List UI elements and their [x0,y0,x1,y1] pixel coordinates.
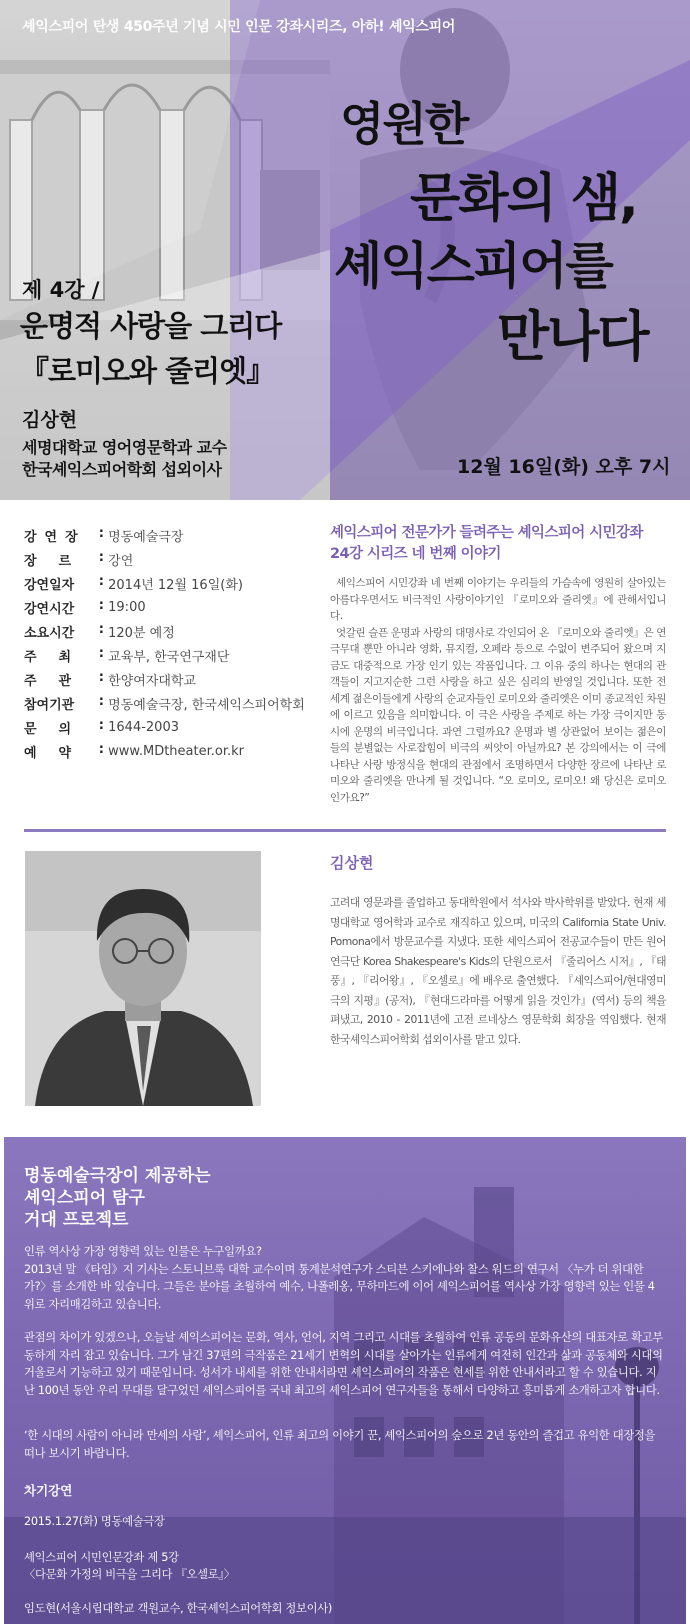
info-value: 1644-2003 [108,719,179,735]
reservation-link[interactable]: www.MDtheater.or.kr [108,743,244,759]
info-key: 강연시간 [24,601,75,617]
intro-heading-line-2: 24강 시리즈 네 번째 이야기 [330,546,501,562]
next-lecture-series: 셰익스피어 시민인문강좌 제 5강 [24,1551,179,1564]
intro-paragraph: 엇갈린 슬픈 운명과 사랑의 대명사로 각인되어 온 『로미오와 줄리엣』은 연극무대 뿐만 아니라 영화, 뮤지컬, 오페라 등으로 수없이 변주되어 왔으며 지금도 대중적으로 가장 인기 있는 작품입니다. 그 이유 중의 하나는 현대의 관객들이 지고지순한 그런 사랑을 하고 싶은 심리의 반영일 것입니다. 또한 전 세계 젊은이들에게 사랑의 순교자들인 로미오와 줄리엣은 이미 종교적인 차원에 이르고 있음을 의미합니다. 이 극은 사랑을 주제로 하는 가장 극이지만 동시에 운명의 비극입니다. 과연 그럴까요? 운명과 별 상관없어 보이는 젊은이들의 분별없는 사로잡힘이 비극의 씨앗이 아닐까요? 본 강의에서는 이 극에 나타난 사랑 방정식을 현대의 관점에서 조명하면서 다양한 장르에 나타난 로미오와 줄리엣을 만나게 될 것입니다. “오 로미오, 로미오! 왜 당신은 로미오인가요?” [330,626,666,804]
info-row: 강연시간 : 19:00 [24,597,146,617]
speaker-photo [25,851,261,1106]
main-title-line-3: 셰익스피어를 [334,237,612,295]
info-row: 강연장 : 명동예술극장 [24,525,184,545]
intro-heading [330,523,666,565]
next-lecture-label: 차기강연 [24,1483,73,1498]
info-value: 120분 예정 [108,625,175,641]
bio-text: 고려대 영문과를 졸업하고 동대학원에서 석사와 박사학위를 받았다. 현재 세명대학교 영어학과 교수로 재직하고 있으며, 미국의 California State Univ. Pomona에서 방문교수를 지냈다. 또한 셰익스피어 전공교수들이 만든 원어연극단 Korea Shakespeare's Kids의 단원으로서 『줄리어스 시저』, 『태풍』, 『리어왕』, 『오셀로』에 배우로 출연했다. 『셰익스피어/현대영미극의 지평』(공저), 『현대드라마를 어떻게 읽을 것인가』(역서) 등의 책을 펴냈고, 2010 - 2011년에 고전 르네상스 영문학회 회장을 역임했다. 현재 한국셰익스피어학회 섭외이사를 맡고 있다. [330,896,666,1046]
lecture-work: 『로미오와 줄리엣』 [20,354,275,388]
project-paragraph-2: 관점의 차이가 있겠으나, 오늘날 셰익스피어는 문화, 역사, 언어, 지역 그리고 시대를 초월하여 인류 공동의 문화유산의 대표자로 확고부동하게 자리 잡고 있습니다. 그가 남긴 37편의 극작품은 21세기 변혁의 시대를 살아가는 인류에게 여전히 인간과 삶과 공동체와 시대의 거울로서 기능하고 있기 때문입니다. 성서가 내세를 위한 안내서라면 셰익스피어의 작품은 현세를 위한 안내서라고 할 수 있습니다. 지난 100년 동안 우리 무대를 달구었던 셰익스피어를 국내 최고의 셰익스피어 연구자들을 통해서 다양하고 흥미롭게 소개하고자 합니다. [24,1331,663,1397]
next-lecture-speaker: 임도현(서울시립대학교 객원교수, 한국셰익스피어학회 정보이사) [24,1602,332,1615]
info-key: 예약 [24,745,94,761]
info-row: 강연일자 : 2014년 12월 16일(화) [24,573,243,593]
main-title-line-1: 영원한 [340,97,468,151]
info-value: 교육부, 한국연구재단 [108,649,230,665]
series-title: 셰익스피어 탄생 450주년 기념 시민 인문 강좌시리즈, 아하! 셰익스피어 [22,19,456,35]
main-title-line-2: 문화의 샘, [410,169,637,229]
info-row: 주관 : 한양여자대학교 [24,669,197,689]
project-heading [24,1165,211,1231]
info-key: 소요시간 [24,625,75,641]
next-lecture-title: 〈다문화 가정의 비극을 그리다 『오셀로』〉 [24,1568,235,1581]
project-paragraph-1 [24,1243,664,1313]
project-heading-line: 거대 프로젝트 [24,1210,129,1230]
info-value: 19:00 [108,599,146,615]
intro-paragraph: 셰익스피어 시민강좌 네 번째 이야기는 우리들의 가슴속에 영원히 살아있는 아름다우면서도 비극적인 사랑이야기인 『로미오와 줄리엣』에 관해서입니다. [330,577,666,622]
info-row: 예약 : www.MDtheater.or.kr [24,741,244,761]
info-key: 참여기관 [24,697,75,713]
intro-heading-line-1: 셰익스피어 전문가가 들려주는 셰익스피어 시민강좌 [330,525,643,541]
intro-body [330,575,666,806]
section-divider [24,829,666,832]
speaker-name: 김상현 [22,409,78,431]
lecture-title: 운명적 사랑을 그리다 [20,309,282,343]
main-title-line-4: 만나다 [497,305,648,368]
bio-name: 김상현 [330,854,374,872]
lecture-number: 제 4강 / [22,278,100,302]
info-row: 소요시간 : 120분 예정 [24,621,175,641]
info-value: 한양여자대학교 [108,673,197,689]
speaker-role-1: 세명대학교 영어영문학과 교수 [22,438,227,457]
info-row: 문의 : 1644-2003 [24,717,179,737]
info-key: 문의 [24,721,94,737]
speaker-portrait-image [25,851,261,1106]
info-key: 주관 [24,673,94,689]
info-key: 강연장 [24,529,86,545]
info-key: 장르 [24,553,94,569]
project-section [4,1137,686,1624]
hero-banner [0,0,690,500]
info-row: 장르 : 강연 [24,549,134,569]
project-heading-line: 셰익스피어 탐구 [24,1188,145,1208]
project-paragraph-3: ‘한 시대의 사람이 아니라 만세의 사람’, 셰익스피어, 인류 최고의 이야기 꾼, 셰익스피어의 숲으로 2년 동안의 즐겁고 유익한 대장정을 떠나 보시기 바랍니다. [24,1429,656,1460]
info-value: 2014년 12월 16일(화) [108,577,243,593]
info-row: 주최 : 교육부, 한국연구재단 [24,645,230,665]
next-lecture-date: 2015.1.27(화) 명동예술극장 [24,1515,165,1528]
info-value: 명동예술극장, 한국셰익스피어학회 [108,697,305,713]
speaker-role-2: 한국셰익스피어학회 섭외이사 [22,460,222,479]
info-key: 주최 [24,649,94,665]
event-info-table [24,523,314,763]
project-line: 2013년 말 《타임》지 기사는 스토니브룩 대학 교수이며 통계분석연구가 스티븐 스키에나와 찰스 워드의 연구서 〈누가 더 위대한가?〉를 소개한 바 있습니다. 그들은 분야를 초월하여 예수, 나폴레옹, 무하마드에 이어 셰익스피어를 역사상 가장 영향력 있는 인물 4위로 자리매김하고 있습니다. [24,1262,655,1311]
project-heading-line: 명동예술극장이 제공하는 [24,1166,211,1186]
info-value: 명동예술극장 [108,529,184,545]
info-value: 강연 [108,553,134,569]
event-date: 12월 16일(화) 오후 7시 [457,456,671,478]
info-row: 참여기관 : 명동예술극장, 한국셰익스피어학회 [24,693,305,713]
project-line: 인류 역사상 가장 영향력 있는 인물은 누구일까요? [24,1245,262,1258]
info-key: 강연일자 [24,577,75,593]
